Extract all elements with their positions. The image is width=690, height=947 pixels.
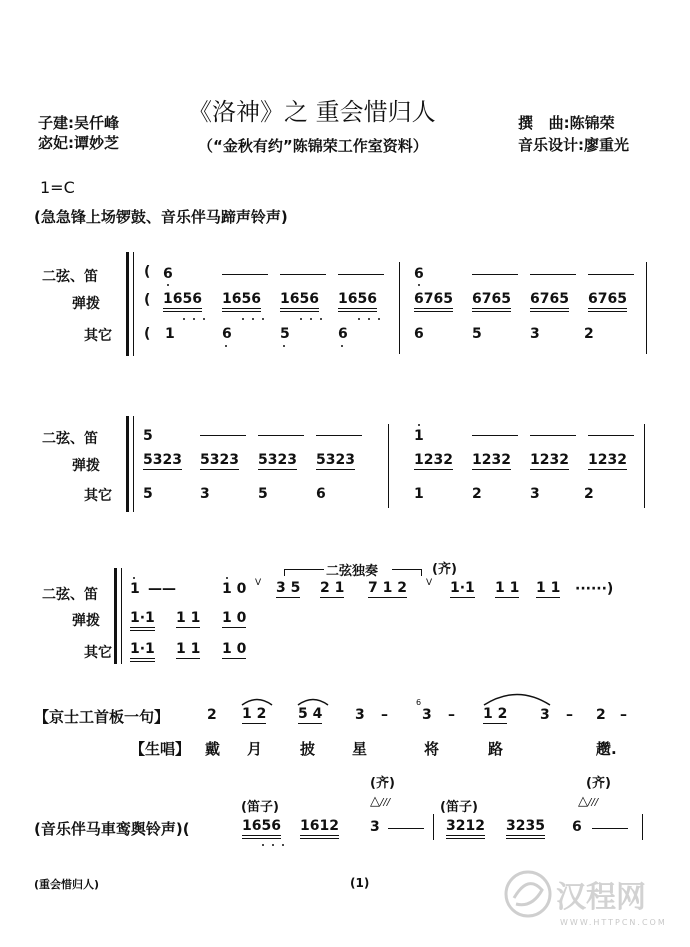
system-bracket-thin [133,416,134,512]
note: 6 [414,326,424,342]
sustain-dash [338,274,384,275]
barline [399,262,400,354]
dash: – [620,707,627,723]
page-title: 《洛神》之 重会惜归人 [188,98,436,126]
part-label-erxian: 二弦、笛 [42,431,98,447]
part-label-qita: 其它 [84,645,112,661]
barline [642,814,643,840]
barline [646,262,647,354]
lyric: 星 [352,740,368,758]
note: 5 [280,326,290,342]
part-label-erxian: 二弦、笛 [42,269,98,285]
note: 6 [163,266,173,282]
lyric: 戴 [205,740,221,758]
note: 3 [422,707,432,723]
note: 3 [370,819,380,835]
note-group: 5323 [143,452,182,468]
intro-note: (急急锋上场锣鼓、音乐伴马蹄声铃声) [34,208,288,226]
part-label-erxian: 二弦、笛 [42,587,98,603]
note: 5 [143,428,153,444]
sustain: —— [148,581,176,597]
barline [433,814,434,840]
watermark-logo-icon [502,868,554,920]
slur [296,696,330,706]
note-group: 1·1 [130,642,155,662]
note-group: 5323 [258,452,297,468]
note: 2 [584,326,594,342]
lyric: 趱. [596,740,617,758]
note: 6 [572,819,582,835]
note-group: 1232 [414,452,453,468]
note: 3 [355,707,365,723]
system-bracket [126,416,129,512]
grace-note: 6 [416,698,422,707]
tutti-label: (齐) [370,776,395,791]
note-group: 1232 [588,452,627,468]
note-group: 1 2 [483,706,508,722]
dash: – [381,707,388,723]
note: 3 [540,707,550,723]
footer-title: (重会惜归人) [34,878,100,891]
note: 6 [316,486,326,502]
dash: – [566,707,573,723]
note: 3 [530,486,540,502]
note-group: 1656 [280,292,319,312]
slur [482,690,552,706]
paren: ( [144,292,151,308]
barline [644,424,645,508]
low-octave-dot [167,284,169,286]
note-group: 2 1 [320,580,345,596]
note: 5 [258,486,268,502]
note-group: 1·1 [450,580,475,596]
part-label-qita: 其它 [84,328,112,344]
breath-mark: V [255,578,262,588]
note: 1 [130,581,140,597]
dizi-label: (笛子) [241,800,279,815]
breath-mark: V [426,578,433,588]
note-group: 3 5 [276,580,301,596]
system-bracket-thin [133,252,134,356]
note: 3 [530,326,540,342]
note-group: 7 1 2 [368,580,407,596]
note-group: 5323 [200,452,239,468]
note-group: 1612 [300,819,339,839]
note: 2 [584,486,594,502]
note: 5 [472,326,482,342]
system-bracket [126,252,129,356]
note: 5 [143,486,153,502]
tutti-label: (齐) [432,562,457,577]
note-group: 1·1 [130,611,155,631]
solo-label: 二弦独奏 [326,564,379,579]
part-label-tanbo: 弹拨 [72,296,100,312]
lyric: 路 [488,740,504,758]
note-group: 5323 [316,452,355,468]
note: 1 0 [222,581,247,597]
barline [388,424,389,508]
note-group: 1232 [530,452,569,468]
note-group: 1656 [242,819,281,839]
music-design-credit: 音乐设计:廖重光 [518,136,629,154]
note-group: 6765 [530,292,569,312]
paren: ( [144,326,151,342]
subtitle: （“金秋有约”陈锦荣工作室资料） [198,137,428,155]
note: 1 [414,486,424,502]
note-group: 1656 [338,292,377,312]
key-signature: 1=C [40,178,75,197]
sustain-dash [222,274,268,275]
note-group: 3235 [506,819,545,839]
note-group: 3212 [446,819,485,839]
slur [240,696,274,706]
note: 2 [596,707,606,723]
note-group: 1 0 [222,610,247,626]
note-group: 1 2 [242,706,267,722]
section-label: 【京士工首板一句】 [34,708,170,726]
note-group: 1 1 [176,610,201,626]
note: 1 [414,428,424,444]
system-bracket-thin [121,568,122,664]
page-number: (1) [350,876,370,890]
system-bracket [114,568,117,664]
sustain-dash [280,274,326,275]
lyric: 将 [424,740,440,758]
note-group: 6765 [588,292,627,312]
note: 3 [200,486,210,502]
note-group: 1 1 [176,641,201,657]
watermark-text: 汉程网 [556,880,646,915]
note: 6 [222,326,232,342]
dash: – [448,707,455,723]
part-label-qita: 其它 [84,488,112,504]
high-octave-dot [418,424,420,426]
note: 6 [414,266,424,282]
note-group: 1 0 [222,641,247,657]
watermark-url: WWW.HTTPCN.COM [560,918,667,927]
note-group: 1 1 [495,580,520,596]
cast-zijian: 子建:吴仟峰 [38,114,119,132]
note: 2 [472,486,482,502]
triangle-mark: △/// [578,794,599,809]
solo-bracket-line [284,569,324,570]
note-group: 1232 [472,452,511,468]
note-group: 5 4 [298,706,323,722]
role-label: 【生唱】 [130,740,191,758]
triangle-mark: △/// [370,794,391,809]
note: 2 [207,707,217,723]
note-group: 6765 [414,292,453,312]
note: 1 [165,326,175,342]
note-group: 1656 [222,292,261,312]
tutti-label: (齐) [586,776,611,791]
part-label-tanbo: 弹拨 [72,458,100,474]
dizi-label: (笛子) [440,800,478,815]
ellipsis: ······) [575,581,614,597]
accomp-label: (音乐伴马車鸾舆铃声)( [34,820,190,838]
note: 6 [338,326,348,342]
cast-fufei: 宓妃:谭妙芝 [38,134,119,152]
part-label-tanbo: 弹拨 [72,613,100,629]
paren: ( [144,264,151,280]
lyric: 月 [247,740,263,758]
note-group: 1 1 [536,580,561,596]
note-group: 6765 [472,292,511,312]
lyric: 披 [300,740,316,758]
note-group: 1656 [163,292,202,312]
composer-credit: 撰 曲:陈锦荣 [518,114,615,132]
